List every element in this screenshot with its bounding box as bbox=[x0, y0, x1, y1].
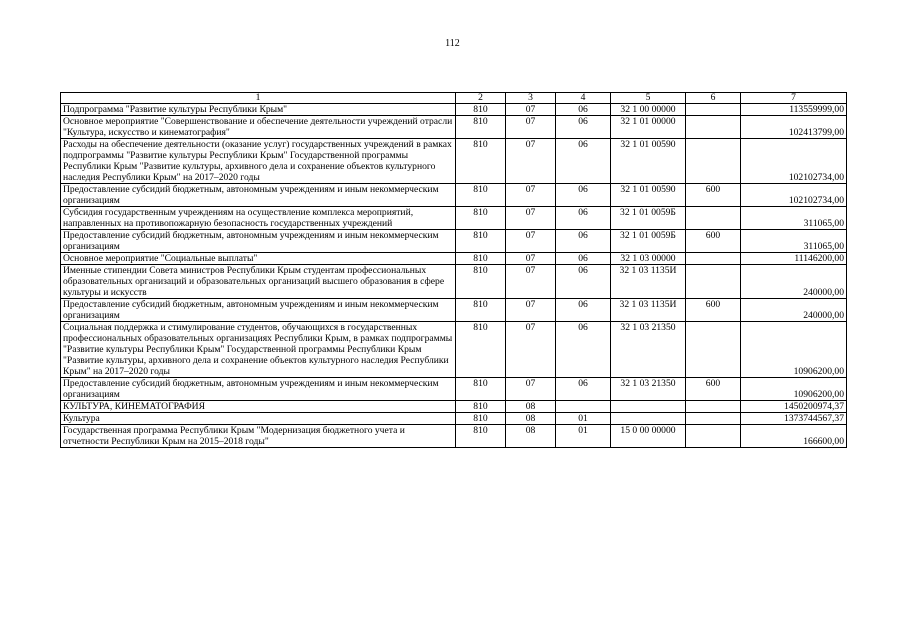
row-type bbox=[686, 425, 741, 448]
row-subsection: 06 bbox=[556, 265, 611, 299]
row-section: 07 bbox=[506, 322, 556, 378]
row-target bbox=[611, 401, 686, 413]
row-section: 07 bbox=[506, 116, 556, 139]
row-section: 07 bbox=[506, 299, 556, 322]
row-code: 810 bbox=[456, 299, 506, 322]
row-amount: 10906200,00 bbox=[741, 378, 847, 401]
row-section: 07 bbox=[506, 230, 556, 253]
column-header: 6 bbox=[686, 93, 741, 104]
row-name: Предоставление субсидий бюджетным, автономным учреждениям и иным некоммерческим организациям bbox=[61, 184, 456, 207]
row-code: 810 bbox=[456, 184, 506, 207]
row-name: Социальная поддержка и стимулирование студентов, обучающихся в государственных профессиональных образовательных организациях Республики Крым, в рамках подпрограммы "Развитие культуры Республики Крым" Государственной программы Республики Крым "Развитие культуры, архивного дела и сохранение объектов культурного наследия Республики Крым" на 2017–2020 годы bbox=[61, 322, 456, 378]
column-header: 2 bbox=[456, 93, 506, 104]
row-subsection bbox=[556, 401, 611, 413]
row-type bbox=[686, 104, 741, 116]
row-name: Культура bbox=[61, 413, 456, 425]
row-name: Предоставление субсидий бюджетным, автономным учреждениям и иным некоммерческим организациям bbox=[61, 230, 456, 253]
row-type bbox=[686, 322, 741, 378]
row-code: 810 bbox=[456, 401, 506, 413]
row-subsection: 06 bbox=[556, 378, 611, 401]
row-subsection: 06 bbox=[556, 207, 611, 230]
table-row bbox=[61, 253, 847, 265]
row-section: 08 bbox=[506, 425, 556, 448]
table-row bbox=[61, 378, 847, 401]
table-row bbox=[61, 104, 847, 116]
row-amount: 311065,00 bbox=[741, 230, 847, 253]
row-name: Основное мероприятие "Совершенствование и обеспечение деятельности учреждений отрасли "Культура, искусство и кинематография" bbox=[61, 116, 456, 139]
row-name: Государственная программа Республики Крым "Модернизация бюджетного учета и отчетности Республики Крым на 2015–2018 годы" bbox=[61, 425, 456, 448]
row-type bbox=[686, 116, 741, 139]
row-name: Расходы на обеспечение деятельности (оказание услуг) государственных учреждений в рамках подпрограммы "Развитие культуры Республики Крым" Государственной программы Республики Крым "Развитие культуры, архивного дела и сохранение объектов культурного наследия Республики Крым" на 2017–2020 годы bbox=[61, 139, 456, 184]
column-header: 7 bbox=[741, 93, 847, 104]
row-section: 07 bbox=[506, 207, 556, 230]
row-subsection: 06 bbox=[556, 116, 611, 139]
row-target: 32 1 03 21350 bbox=[611, 322, 686, 378]
row-target: 32 1 01 00590 bbox=[611, 139, 686, 184]
row-code: 810 bbox=[456, 230, 506, 253]
row-section: 07 bbox=[506, 265, 556, 299]
row-name: КУЛЬТУРА, КИНЕМАТОГРАФИЯ bbox=[61, 401, 456, 413]
table-row bbox=[61, 322, 847, 378]
row-name: Субсидия государственным учреждениям на осуществление комплекса мероприятий, направленных на противопожарную безопасность государственных учреждений bbox=[61, 207, 456, 230]
row-amount: 102102734,00 bbox=[741, 139, 847, 184]
row-amount: 1450200974,37 bbox=[741, 401, 847, 413]
row-amount: 102413799,00 bbox=[741, 116, 847, 139]
row-code: 810 bbox=[456, 425, 506, 448]
table-row bbox=[61, 184, 847, 207]
column-header: 4 bbox=[556, 93, 611, 104]
row-amount: 240000,00 bbox=[741, 299, 847, 322]
row-name: Основное мероприятие "Социальные выплаты" bbox=[61, 253, 456, 265]
row-code: 810 bbox=[456, 265, 506, 299]
row-code: 810 bbox=[456, 413, 506, 425]
row-subsection: 06 bbox=[556, 230, 611, 253]
row-code: 810 bbox=[456, 104, 506, 116]
row-type: 600 bbox=[686, 299, 741, 322]
table-row bbox=[61, 116, 847, 139]
row-type bbox=[686, 265, 741, 299]
table-row bbox=[61, 413, 847, 425]
row-amount: 311065,00 bbox=[741, 207, 847, 230]
column-header: 3 bbox=[506, 93, 556, 104]
row-subsection: 06 bbox=[556, 253, 611, 265]
row-type bbox=[686, 401, 741, 413]
budget-table bbox=[60, 92, 847, 448]
row-name: Предоставление субсидий бюджетным, автономным учреждениям и иным некоммерческим организациям bbox=[61, 299, 456, 322]
row-code: 810 bbox=[456, 207, 506, 230]
row-target: 32 1 01 00590 bbox=[611, 184, 686, 207]
row-subsection: 01 bbox=[556, 413, 611, 425]
row-amount: 1373744567,37 bbox=[741, 413, 847, 425]
row-target: 15 0 00 00000 bbox=[611, 425, 686, 448]
column-header: 1 bbox=[61, 93, 456, 104]
row-section: 07 bbox=[506, 378, 556, 401]
row-name: Подпрограмма "Развитие культуры Республики Крым" bbox=[61, 104, 456, 116]
row-target: 32 1 03 21350 bbox=[611, 378, 686, 401]
row-code: 810 bbox=[456, 378, 506, 401]
row-type: 600 bbox=[686, 230, 741, 253]
row-target: 32 1 03 1135И bbox=[611, 299, 686, 322]
row-subsection: 06 bbox=[556, 322, 611, 378]
table-row bbox=[61, 207, 847, 230]
row-subsection: 06 bbox=[556, 104, 611, 116]
row-code: 810 bbox=[456, 253, 506, 265]
row-section: 07 bbox=[506, 104, 556, 116]
row-target: 32 1 01 0059Б bbox=[611, 207, 686, 230]
table-row bbox=[61, 299, 847, 322]
row-type bbox=[686, 207, 741, 230]
row-type bbox=[686, 253, 741, 265]
row-type bbox=[686, 139, 741, 184]
row-section: 08 bbox=[506, 413, 556, 425]
row-amount: 102102734,00 bbox=[741, 184, 847, 207]
table-row bbox=[61, 425, 847, 448]
table-row bbox=[61, 265, 847, 299]
page-number: 112 bbox=[445, 38, 460, 49]
row-subsection: 06 bbox=[556, 184, 611, 207]
table-row bbox=[61, 230, 847, 253]
row-code: 810 bbox=[456, 116, 506, 139]
row-section: 07 bbox=[506, 139, 556, 184]
row-amount: 113559999,00 bbox=[741, 104, 847, 116]
row-target bbox=[611, 413, 686, 425]
row-subsection: 01 bbox=[556, 425, 611, 448]
row-code: 810 bbox=[456, 139, 506, 184]
row-code: 810 bbox=[456, 322, 506, 378]
row-type: 600 bbox=[686, 184, 741, 207]
row-target: 32 1 01 0059Б bbox=[611, 230, 686, 253]
row-target: 32 1 03 1135И bbox=[611, 265, 686, 299]
row-target: 32 1 00 00000 bbox=[611, 104, 686, 116]
row-section: 07 bbox=[506, 184, 556, 207]
row-section: 08 bbox=[506, 401, 556, 413]
row-amount: 166600,00 bbox=[741, 425, 847, 448]
row-target: 32 1 03 00000 bbox=[611, 253, 686, 265]
row-name: Именные стипендии Совета министров Республики Крым студентам профессиональных образовательных организаций и образовательных организаций высшего образования в сфере культуры и искусств bbox=[61, 265, 456, 299]
row-subsection: 06 bbox=[556, 299, 611, 322]
table-row bbox=[61, 139, 847, 184]
row-amount: 240000,00 bbox=[741, 265, 847, 299]
table-header-row bbox=[61, 93, 847, 104]
row-type: 600 bbox=[686, 378, 741, 401]
row-amount: 10906200,00 bbox=[741, 322, 847, 378]
row-type bbox=[686, 413, 741, 425]
table-row bbox=[61, 401, 847, 413]
row-target: 32 1 01 00000 bbox=[611, 116, 686, 139]
row-subsection: 06 bbox=[556, 139, 611, 184]
column-header: 5 bbox=[611, 93, 686, 104]
row-name: Предоставление субсидий бюджетным, автономным учреждениям и иным некоммерческим организациям bbox=[61, 378, 456, 401]
row-amount: 11146200,00 bbox=[741, 253, 847, 265]
row-section: 07 bbox=[506, 253, 556, 265]
